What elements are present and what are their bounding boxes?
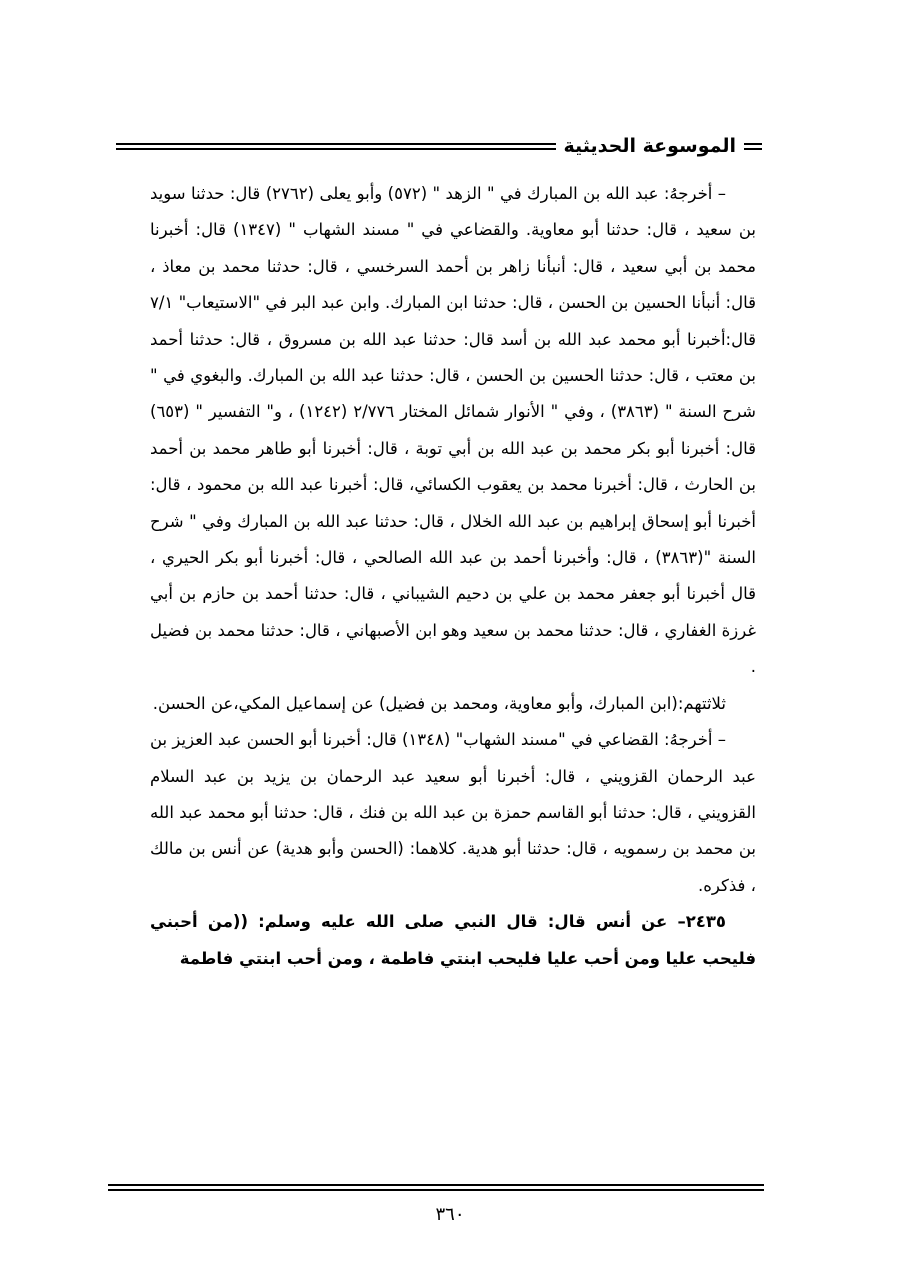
header-rule-left: [116, 143, 556, 150]
paragraph-hadith-2435: ٢٤٣٥– عن أنس قال: قال النبي صلى الله عليه وسلم: ((من أحبني فليحب عليا ومن أحب عليا فليحب ابنتي فاطمة ، ومن أحب ابنتي فاطمة: [150, 912, 756, 968]
paragraph-takhrij-1: – أخرجهُ: عبد الله بن المبارك في " الزهد " (٥٧٢) وأبو يعلى (٢٧٦٢) قال: حدثنا سويد بن سعيد ، قال: حدثنا أبو معاوية. والقضاعي في " مسند الشهاب " (١٣٤٧) قال: أخبرنا محمد بن أبي سعيد ، قال: أنبأنا زاهر بن أحمد السرخسي ، قال: حدثنا محمد بن معاذ ، قال: أنبأنا الحسين بن الحسن ، قال: حدثنا ابن المبارك. وابن عبد البر في "الاستيعاب" ٧/١ قال:أخبرنا أبو محمد عبد الله بن أسد قال: حدثنا عبد الله بن مسروق ، قال: حدثنا أحمد بن معتب ، قال: حدثنا الحسين بن الحسن ، قال: حدثنا عبد الله بن المبارك. والبغوي في " شرح السنة " (٣٨٦٣) ، وفي " الأنوار شمائل المختار ٢/٧٧٦ (١٢٤٢) ، و" التفسير " (٦٥٣) قال: أخبرنا أبو بكر محمد بن عبد الله بن أبي توبة ، قال: أخبرنا أبو طاهر محمد بن أحمد بن الحارث ، قال: أخبرنا محمد بن يعقوب الكسائي، قال: أخبرنا عبد الله بن محمود ، قال: أخبرنا أبو إسحاق إبراهيم بن عبد الله الخلال ، قال: حدثنا عبد الله بن المبارك وفي " شرح السنة "(٣٨٦٣) ، قال: وأخبرنا أحمد بن عبد الله الصالحي ، قال: أخبرنا أبو بكر الحيري ، قال أخبرنا أبو جعفر محمد بن علي بن دحيم الشيباني ، قال: حدثنا أحمد بن حازم بن أبي غرزة الغفاري ، قال: حدثنا محمد بن سعيد وهو ابن الأصبهاني ، قال: حدثنا محمد بن فضيل .: [150, 184, 757, 677]
main-text: [150, 176, 756, 977]
paragraph-summary: ثلاثتهم:(ابن المبارك، وأبو معاوية، ومحمد بن فضيل) عن إسماعيل المكي،عن الحسن.: [152, 693, 726, 713]
footer-rule: [108, 1184, 764, 1191]
page-number: ٣٦٠: [435, 1204, 465, 1225]
paragraph-takhrij-2: – أخرجهُ: القضاعي في "مسند الشهاب" (١٣٤٨) قال: أخبرنا أبو الحسن عبد العزيز بن عبد الرحمان القزويني ، قال: أخبرنا أبو سعيد عبد الرحمان بن يزيد بن عبد السلام القزويني ، قال: حدثنا أبو القاسم حمزة بن عبد الله بن فنك ، قال: حدثنا أبو محمد عبد الله بن محمد بن رسمويه ، قال: حدثنا أبو هدية. كلاهما: (الحسن وأبو هدية) عن أنس بن مالك ، فذكره.: [150, 730, 756, 895]
header-rule-right: [744, 143, 762, 150]
page-header: [116, 128, 762, 164]
running-title: الموسوعة الحديثية: [563, 135, 736, 157]
